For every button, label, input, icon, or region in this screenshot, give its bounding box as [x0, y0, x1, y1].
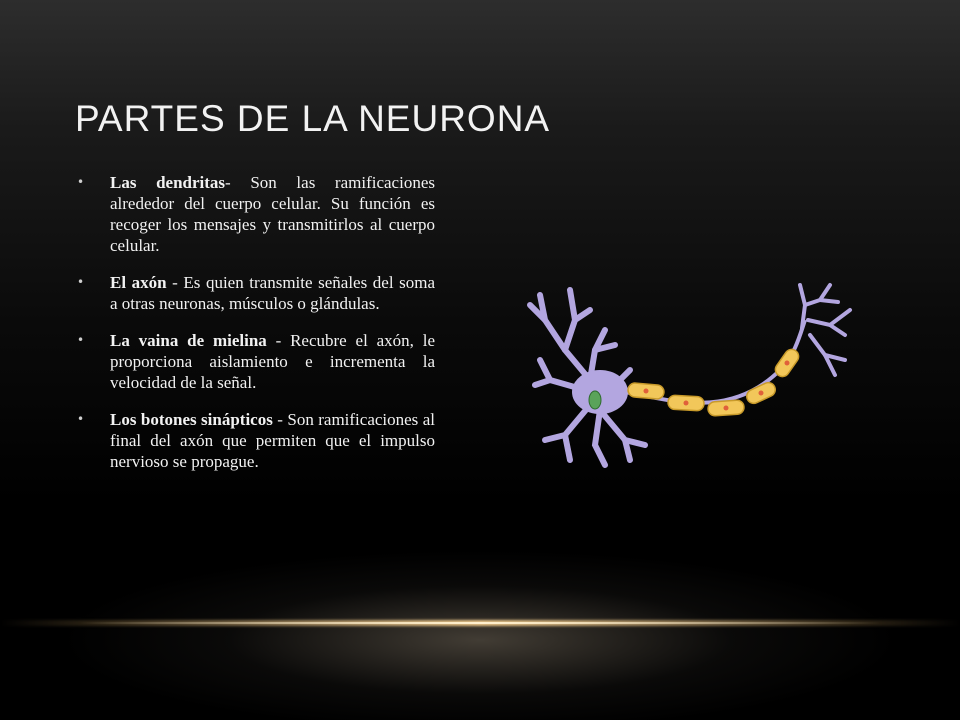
myelin-sheath-group [627, 347, 801, 417]
bullet-term: El axón [110, 273, 167, 292]
bullet-item-axon [75, 272, 435, 314]
bullet-dot-icon: • [77, 412, 85, 426]
bullet-dot-icon: • [77, 333, 85, 347]
accent-glow-line-core [80, 622, 880, 624]
bullet-text: - Son las ramificaciones alrededor del cuerpo celular. Su función es recoger los mensajes y transmitirlos al cuerpo celular. [110, 173, 435, 255]
bullet-text: - Son ramificaciones al final del axón que permiten que el impulso nervioso se propague. [110, 410, 435, 471]
bullet-item-mielina [75, 330, 435, 393]
slide-title: PARTES DE LA NEURONA [75, 98, 551, 139]
bullet-item-botones [75, 409, 435, 472]
bullet-text: - Recubre el axón, le proporciona aislamiento e incrementa la velocidad de la señal. [110, 331, 435, 392]
axon-terminals-group [800, 285, 850, 375]
bullet-dot-icon: • [77, 175, 85, 189]
bullet-term: Las dendritas [110, 173, 226, 192]
bullet-term: La vaina de mielina [110, 331, 267, 350]
neuron-icon [520, 280, 860, 470]
cell-body [572, 370, 628, 414]
bullet-list [75, 172, 435, 488]
nucleus [589, 391, 601, 409]
bullet-text: - Es quien transmite señales del soma a otras neuronas, músculos o glándulas. [110, 273, 435, 313]
bullet-item-dendritas [75, 172, 435, 256]
bullet-dot-icon: • [77, 275, 85, 289]
bullet-term: Los botones sinápticos [110, 410, 273, 429]
